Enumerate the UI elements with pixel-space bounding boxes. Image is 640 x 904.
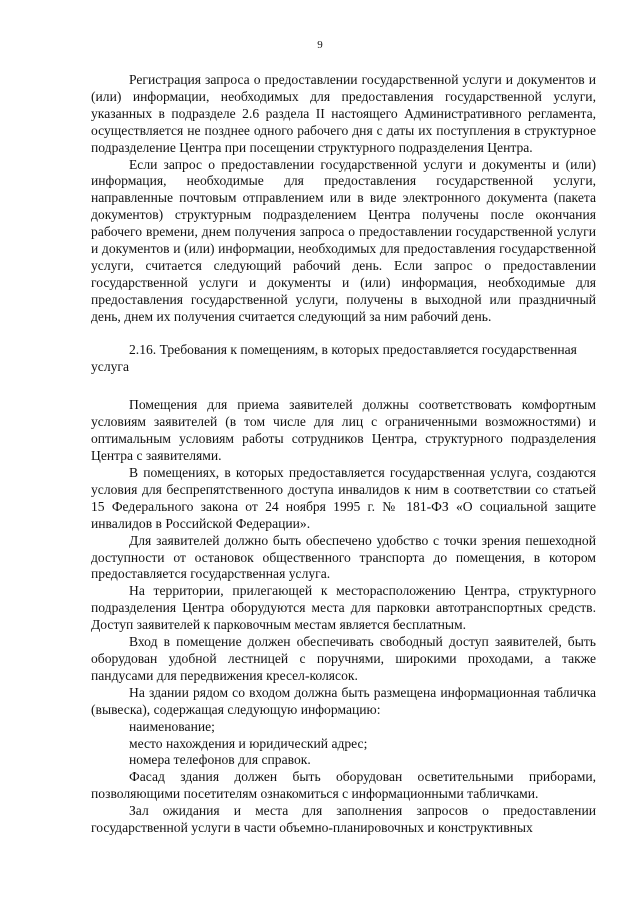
list-item-phones: номера телефонов для справок. bbox=[129, 752, 311, 768]
paragraph-premises-requirements: Помещения для приема заявителей должны соответствовать комфортным условиям заявителей (в том числе для лиц с ограниченными возможностями) и оптимальным условиям работы сотрудников Центра, структурного подразделения Центра с заявителями. bbox=[91, 397, 596, 464]
list-item-name: наименование; bbox=[129, 718, 215, 734]
list-item-address: место нахождения и юридический адрес; bbox=[129, 735, 368, 751]
paragraph-disabled-access: В помещениях, в которых предоставляется государственная услуга, создаются условия для беспрепятственного доступа инвалидов к ним в соответствии со статьей 15 Федерального закона от 24 ноября 1995 г. № 181-ФЗ «О социальной защите инвалидов в Российской Федерации». bbox=[91, 465, 596, 531]
page-number: 9 bbox=[317, 39, 323, 51]
paragraph-parking: На территории, прилегающей к месторасположению Центра, структурного подразделения Центра оборудуются места для парковки автотранспортных средств. Доступ заявителей к парковочным местам является бесплатным. bbox=[91, 583, 596, 633]
paragraph-registration: Регистрация запроса о предоставлении государственной услуги и документов и (или) информации, необходимых для предоставления государственной услуги, указанных в подразделе 2.6 раздела II настоящего Административного регламента, осуществляется не позднее одного рабочего дня с даты их поступления в структурное подразделение Центра при посещении структурного подразделения Центра. bbox=[91, 72, 596, 155]
paragraph-postal-request: Если запрос о предоставлении государственной услуги и документы и (или) информация, необходимые для предоставления государственной услуги, направленные почтовым отправлением или в виде электронного документа (пакета документов) структурным подразделением Центра получены после окончания рабочего времени, днем получения запроса о предоставлении государственной услуги и документов и (или) информации, необходимых для предоставления государственной услуги, считается следующий рабочий день. Если запрос о предоставлении государственной услуги и документы и (или) информация, необходимые для предоставления государственной услуги, получены в выходной или праздничный день, днем их получения считается следующий за ним рабочий день. bbox=[91, 156, 596, 324]
section-heading-2-16: 2.16. Требования к помещениям, в которых предоставляется государственная услуга bbox=[91, 341, 577, 374]
paragraph-signboard: На здании рядом со входом должна быть размещена информационная табличка (вывеска), содержащая следующую информацию: bbox=[91, 684, 596, 717]
paragraph-pedestrian-access: Для заявителей должно быть обеспечено удобство с точки зрения пешеходной доступности от остановок общественного транспорта до помещения, в котором предоставляется государственная услуга. bbox=[91, 532, 596, 582]
paragraph-entrance: Вход в помещение должен обеспечивать свободный доступ заявителей, быть оборудован удобной лестницей с поручнями, широкими проходами, а также пандусами для передвижения кресел-колясок. bbox=[91, 634, 596, 683]
paragraph-waiting-hall: Зал ожидания и места для заполнения запросов о предоставлении государственной услуги в части объемно-планировочных и конструктивных bbox=[91, 803, 596, 836]
paragraph-facade: Фасад здания должен быть оборудован осветительными приборами, позволяющими посетителям ознакомиться с информационными табличками. bbox=[91, 769, 596, 802]
document-body bbox=[91, 72, 596, 837]
